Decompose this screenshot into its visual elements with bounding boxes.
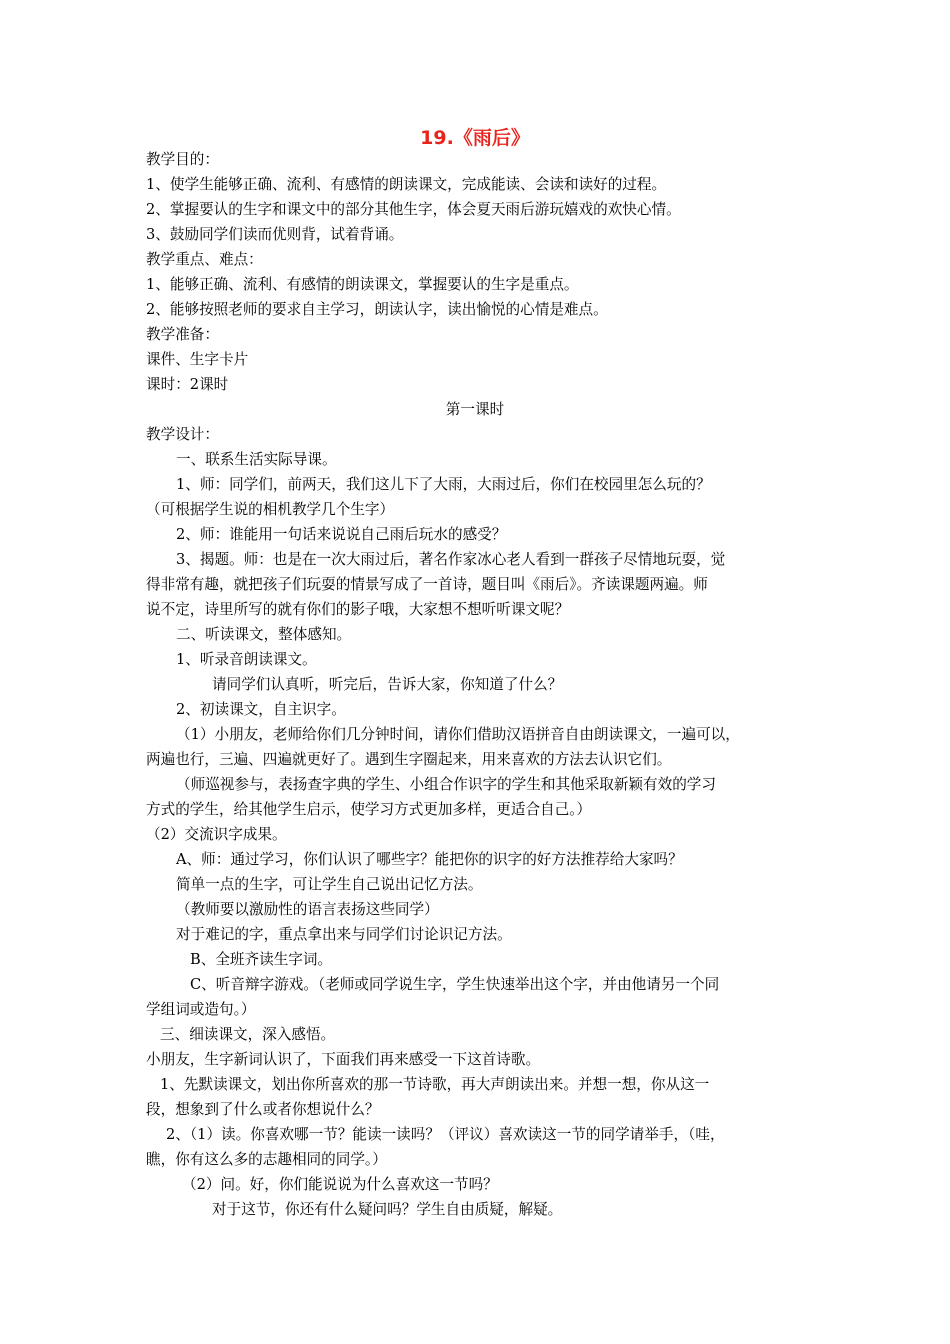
document-title: 19.《雨后》 [420, 127, 530, 149]
text-line: 1、师：同学们，前两天，我们这儿下了大雨，大雨过后，你们在校园里怎么玩的？ [176, 476, 711, 493]
text-line: 1、听录音朗读课文。 [176, 651, 317, 668]
text-line: （2）问。好，你们能说说为什么喜欢这一节吗？ [182, 1176, 498, 1193]
text-line: 两遍也行，三遍、四遍就更好了。遇到生字圈起来，用来喜欢的方法去认识它们。 [146, 751, 672, 768]
text-line: 1、使学生能够正确、流利、有感情的朗读课文，完成能读、会读和读好的过程。 [146, 176, 667, 193]
text-line: 1、先默读课文，划出你所喜欢的那一节诗歌，再大声朗读出来。并想一想，你从这一 [160, 1076, 710, 1093]
text-line: 对于难记的字，重点拿出来与同学们讨论识记方法。 [176, 926, 512, 943]
text-line: 3、鼓励同学们读而优则背，试着背诵。 [146, 226, 404, 243]
text-line: 课时：2课时 [146, 376, 229, 393]
section-heading-design: 教学设计： [146, 426, 219, 443]
text-line: 瞧，你有这么多的志趣相同的同学。） [146, 1151, 387, 1168]
text-line: 二、听读课文，整体感知。 [176, 626, 352, 643]
text-line: 方式的学生，给其他学生启示，使学习方式更加多样，更适合自己。） [146, 801, 592, 818]
text-line: 三、细读课文，深入感悟。 [160, 1026, 336, 1043]
text-line: 2、掌握要认的生字和课文中的部分其他生字，体会夏天雨后游玩嬉戏的欢快心情。 [146, 201, 681, 218]
text-line: C、听音辩字游戏。（老师或同学说生字，学生快速举出这个字，并由他请另一个同 [190, 976, 720, 993]
text-line: 2、（1）读。你喜欢哪一节？能读一读吗？（评议）喜欢读这一节的同学请举手，（哇， [166, 1126, 725, 1143]
section-heading-preparation: 教学准备： [146, 326, 219, 343]
text-line: B、全班齐读生字词。 [190, 951, 333, 968]
text-line: 得非常有趣，就把孩子们玩耍的情景写成了一首诗，题目叫《雨后》。齐读课题两遍。师 [146, 576, 708, 593]
text-line: A、师：通过学习，你们认识了哪些字？能把你的识字的好方法推荐给大家吗？ [176, 851, 683, 868]
text-line: 3、揭题。师：也是在一次大雨过后，著名作家冰心老人看到一群孩子尽情地玩耍，觉 [176, 551, 726, 568]
text-line: （2）交流识字成果。 [146, 826, 287, 843]
section-heading-key-points: 教学重点、难点： [146, 251, 263, 268]
text-line: 段，想象到了什么或者你想说什么？ [146, 1101, 380, 1118]
lesson-heading: 第一课时 [445, 401, 505, 418]
text-line: 说不定，诗里所写的就有你们的影子哦，大家想不想听听课文呢？ [146, 601, 570, 618]
text-line: 2、能够按照老师的要求自主学习，朗读认字，读出愉悦的心情是难点。 [146, 301, 608, 318]
section-heading-objectives: 教学目的： [146, 151, 219, 168]
text-line: 对于这节，你还有什么疑问吗？学生自由质疑，解疑。 [212, 1201, 563, 1218]
text-line: （可根据学生说的相机教学几个生字） [146, 501, 395, 518]
text-line: （教师要以激励性的语言表扬这些同学） [176, 901, 439, 918]
text-line: 学组词或造句。） [146, 1001, 256, 1018]
text-line: 2、初读课文，自主识字。 [176, 701, 346, 718]
text-line: 2、师：谁能用一句话来说说自己雨后玩水的感受？ [176, 526, 507, 543]
text-line: 一、联系生活实际导课。 [176, 451, 337, 468]
text-line: 小朋友，生字新词认识了，下面我们再来感受一下这首诗歌。 [146, 1051, 541, 1068]
text-line: 1、能够正确、流利、有感情的朗读课文，掌握要认的生字是重点。 [146, 276, 579, 293]
text-line: 课件、生字卡片 [146, 351, 249, 368]
text-line: 简单一点的生字，可让学生自己说出记忆方法。 [176, 876, 483, 893]
text-line: （1）小朋友，老师给你们几分钟时间，请你们借助汉语拼音自由朗读课文，一遍可以， [176, 726, 740, 743]
text-line: 请同学们认真听，听完后，告诉大家，你知道了什么？ [212, 676, 563, 693]
text-line: （师巡视参与，表扬查字典的学生、小组合作识字的学生和其他采取新颖有效的学习 [176, 776, 716, 793]
